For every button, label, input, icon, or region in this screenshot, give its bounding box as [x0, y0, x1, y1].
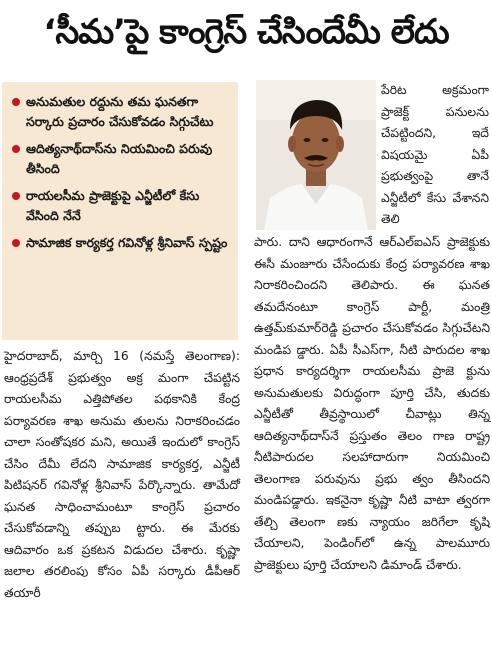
- bullet-icon: [12, 145, 20, 153]
- highlight-item: [12, 92, 230, 132]
- article-text: పేరిట అక్రమంగా ప్రాజెక్ట్ పనులను చేపట్టిందని, ఇదే విషయమై ఏపీ ప్రభుత్వంపై తానే ఎన్జీటీలో కేసు వేశానని తెలి: [381, 83, 489, 226]
- article-text: ఆంధ్రప్రదేశ్ ప్రభుత్వం అక్ర మంగా చేపట్టిన రాయలసీమ ఎత్తిపోతల పథకానికి కేంద్ర పర్యావరణ శాఖ అనుమ తులను నిరాకరించడం చాలా సంతోషకర మని, అయితే ఇందులో కాంగ్రెస్ చేసిం దేమీ లేదని సామాజిక కార్యకర్త, ఎన్జీటీ పిటిషనర్ గవినోళ్ల శ్రీనివాస్ పేర్కొన్నారు. తామేదో ఘనత సాధించామంటూ కాంగ్రెస్ ప్రచారం చేసుకోవడాన్ని తప్పుబ ట్టారు. ఈ మేరకు ఆదివారం ఒక ప్రకటన విడుదల చేశారు. కృష్ణా జలాల తరలింపు కోసం ఏపీ సర్కారు డీపీఆర్ తయారీ: [4, 370, 240, 600]
- article-text: పారు. దాని ఆధారంగానే ఆర్ఎల్ఐఎస్ ప్రాజెక్టుకు ఈసీ మంజూరు చేసేందుకు కేంద్ర పర్యావరణ శాఖ నిరాకరించిందని తెలిపారు. ఈ ఘనత తమదేనంటూ కాంగ్రెస్ పార్టీ, మంత్రి ఉత్తమ్‌కుమార్‌రెడ్డి ప్రచారం చేసుకోవడం సిగ్గుచేటని మండిప డ్డారు. ఏపీ సీఎస్‌గా, నీటి పారుదల శాఖ ప్రధాన కార్యదర్శిగా రాయలసీమ ప్రాజె క్టును అనుమతులకు విరుద్ధంగా పూర్తి చేసి, తుదకు ఎన్జీటీతో తీవ్రస్థాయిలో చీవాట్లు తిన్న ఆదిత్యనాథ్‌దాస్‌నే ప్రస్తుతం తెలం గాణ రాష్ట్ర నీటిపారుదల సలహాదారుగా నియమించి తెలంగాణ పరువును ప్రభు త్వం తీసిందని మండిపడ్డారు. ఇకనైనా కృష్ణా నీటి వాటా త్వరగా తేల్చి తెలంగా ణకు న్యాయం జరిగేలా కృషి చేయాలని, పెండింగ్‌లో ఉన్న పాలమూరు ప్రాజెక్టులు పూర్తి చేయాలని డిమాండ్ చేశారు.: [254, 235, 490, 572]
- article-column-right: [254, 232, 490, 576]
- highlight-text: రాయలసీమ ప్రాజెక్టుపై ఎన్జీటీలో కేసు వేసింది నేనే: [26, 188, 200, 223]
- bullet-icon: [12, 98, 20, 106]
- highlight-text: సామాజిక కార్యకర్త గవినోళ్ల శ్రీనివాస్ స్పష్టం: [26, 235, 228, 250]
- highlight-item: [12, 139, 230, 179]
- highlight-text: ఆదిత్యనాథ్‌దాస్‌ను నియమించి పరువు తీసింది: [26, 141, 213, 176]
- article-column-right-top: [381, 80, 489, 231]
- dateline: హైదరాబాద్, మార్చి 16 (నమస్తే తెలంగాణ):: [4, 349, 240, 363]
- bullet-icon: [12, 192, 20, 200]
- highlights-box: [2, 82, 238, 340]
- portrait-image: [256, 80, 376, 230]
- bullet-icon: [12, 239, 20, 247]
- highlight-item: [12, 233, 230, 253]
- highlight-item: [12, 186, 230, 226]
- article-column-left: [4, 346, 240, 604]
- highlight-text: అనుమతుల రద్దును తమ ఘనతగా సర్కారు ప్రచారం చేసుకోవడం సిగ్గుచేటు: [26, 94, 214, 129]
- article-paragraph: [4, 346, 240, 604]
- headline: ‘సీమ’పై కాంగ్రెస్ చేసిందేమీ లేదు: [43, 12, 449, 52]
- person-photo: [256, 80, 376, 230]
